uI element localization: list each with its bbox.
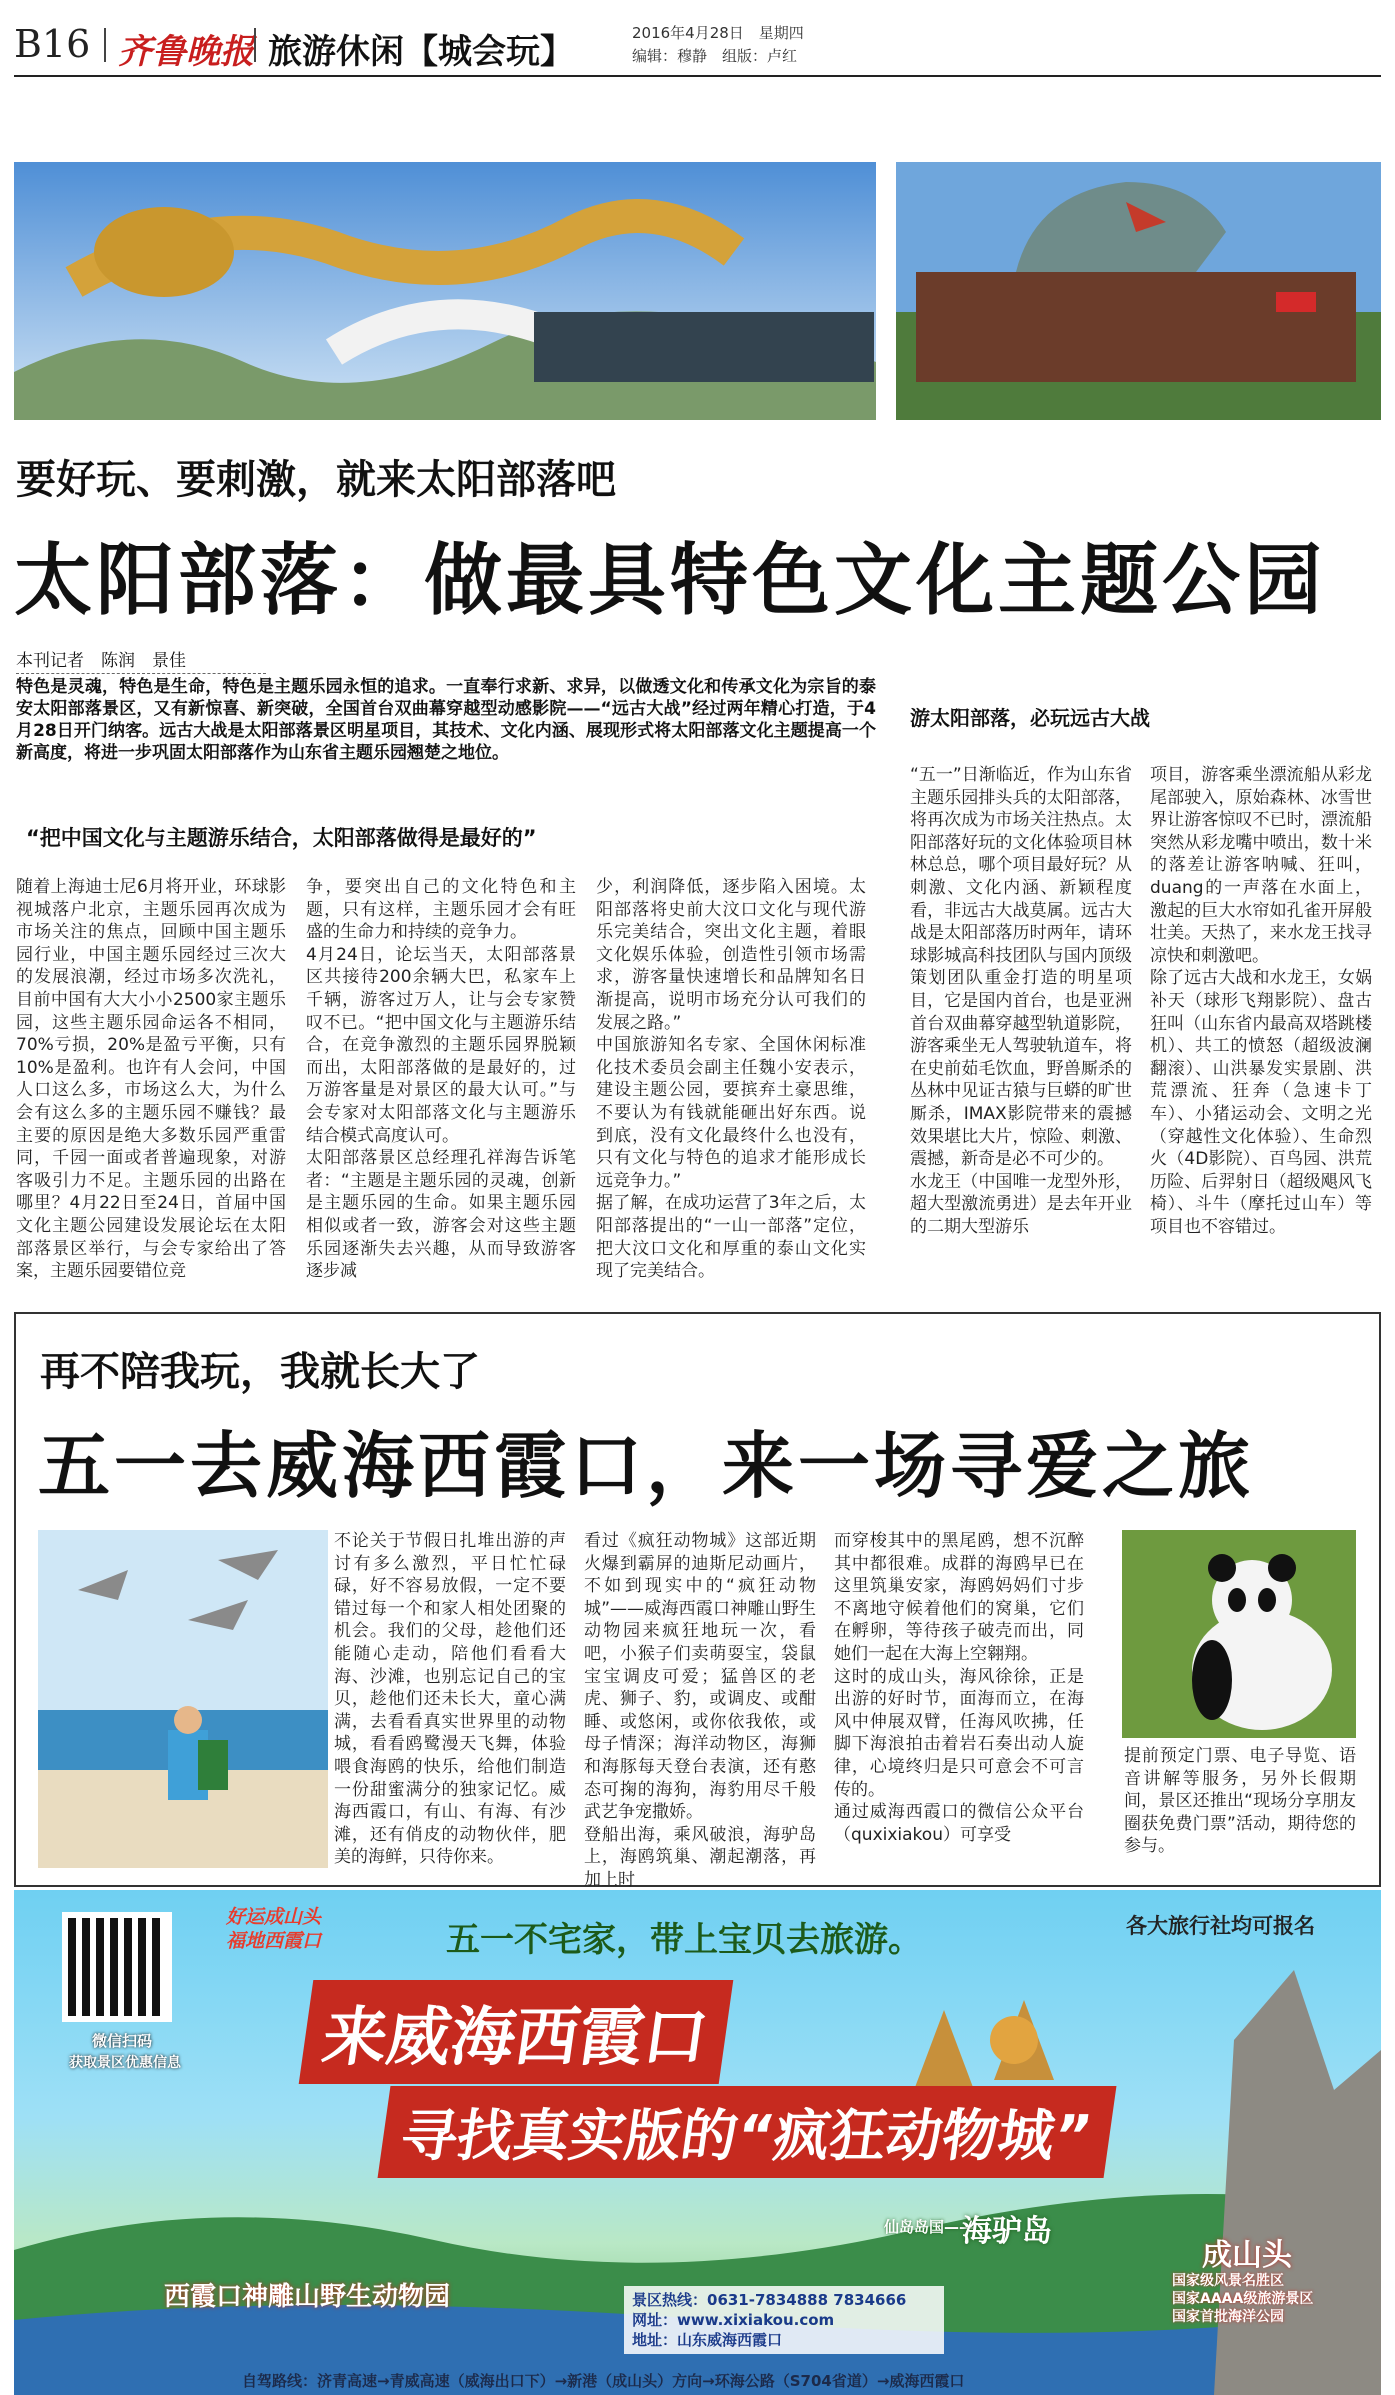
xixiakou-advertisement	[14, 1890, 1381, 2395]
article1-lead: 特色是灵魂，特色是生命，特色是主题乐园永恒的追求。一直奉行求新、求异，以做透文化和传承文化为宗旨的泰安太阳部落景区，又有新惊喜、新突破，全国首台双曲幕穿越型动感影院——“远古大战”经过两年精心打造，于4月28日开门纳客。远古大战是太阳部落景区明星项目，其技术、文化内涵、展现形式将太阳部落文化主题提高一个新高度，将进一步巩固太阳部落作为山东省主题乐园翘楚之地位。	[16, 677, 876, 763]
article1-column: 争，要突出自己的文化特色和主题，只有这样，主题乐园才会有旺盛的生命力和持续的竞争力。 4月24日，论坛当天，太阳部落景区共接待200余辆大巴，私家车上千辆，游客过万人，让与会专家赞叹不已。“把中国文化与主题游乐结合，在竞争激烈的主题乐园界脱颖而出，太阳部落做的是最好的，过万游客量是对景区的最大认可。”与会专家对太阳部落文化与主题游乐结合模式高度认可。 太阳部落景区总经理孔祥海告诉笔者：“主题是主题乐园的灵魂，创新是主题乐园的生命。如果主题乐园相似或者一致，游客会对这些主题乐园逐渐失去兴趣，从而导致游客逐步减	[306, 877, 576, 1282]
qr-caption: 微信扫码	[91, 2032, 152, 2050]
article1-pull-quote: “把中国文化与主题游乐结合，太阳部落做得是最好的”	[26, 826, 537, 850]
article1-column: 随着上海迪士尼6月将开业，环球影视城落户北京，主题乐园再次成为市场关注的焦点，回顾中国主题乐园行业，中国主题乐园经过三次大的发展浪潮，经过市场多次洗礼，目前中国有大大小小2500家主题乐园，这些主题乐园命运各不相同，70%亏损，20%是盈亏平衡，只有10%是盈利。也许有人会问，中国人口这么多，市场这么大，为什么会有这么多的主题乐园不赚钱？最主要的原因是绝大多数乐园严重雷同，千园一面或者普遍现象，对游客吸引力不足。主题乐园的出路在哪里？4月22日至24日，首届中国文化主题公园建设发展论坛在太阳部落景区举行，与会专家给出了答案，主题乐园要错位竞	[16, 877, 286, 1282]
seagull-beach-photo	[38, 1530, 328, 1868]
island-name: 海驴岛	[962, 2214, 1052, 2249]
park-name: 西霞口神雕山野生动物园	[164, 2282, 451, 2312]
issue-meta	[632, 22, 804, 68]
article1-column: 项目，游客乘坐漂流船从彩龙尾部驶入，原始森林、冰雪世界让游客惊叹不已时，漂流船突然从彩龙嘴中喷出，数十米的落差让游客呐喊、狂叫，duang的一声落在水面上，激起的巨大水帘如孔雀开屏般壮美。天热了，来水龙王找寻凉快和刺激吧。 除了远古大战和水龙王，女娲补天（球形飞翔影院）、盘古狂叫（山东省内最高双塔跳楼机）、共工的愤怒（超级波澜翻滚）、山洪暴发实景剧、洪荒漂流、狂奔（急速卡丁车）、小猪运动会、文明之光（穿越性文化体验）、生命烈火（4D影院）、百鸟园、洪荒历险、后羿射日（超级飓风飞椅）、斗牛（摩托过山车）等项目也不容错过。	[1150, 765, 1372, 1237]
article1-column: “五一”日渐临近，作为山东省主题乐园排头兵的太阳部落，将再次成为市场关注热点。太阳部落好玩的文化体验项目林林总总，哪个项目最好玩？从刺激、文化内涵、新颖程度看，非远古大战莫属。远古大战是太阳部落历时两年，请环球影城高科技团队与国内顶级策划团队重金打造的明星项目，它是国内首台，也是亚洲首台双曲幕穿越型轨道影院，游客乘坐无人驾驶轨道车，将在史前茹毛饮血，野兽厮杀的丛林中见证古猿与巨蟒的旷世厮杀，IMAX影院带来的震撼效果堪比大片，惊险、刺激、震撼，新奇是必不可少的。 水龙王（中国唯一龙型外形，超大型激流勇进）是去年开业的二期大型游乐	[910, 765, 1132, 1237]
island-prefix: 仙岛岛国——	[884, 2218, 975, 2236]
ad-agencies: 各大旅行社均可报名	[1126, 1914, 1315, 1938]
cape-credential: 国家首批海洋公园	[1172, 2309, 1284, 2325]
article1-title: 太阳部落：做最具特色文化主题公园	[14, 536, 1327, 626]
article1-deck: 要好玩、要刺激，就来太阳部落吧	[16, 457, 616, 503]
ad-headline: 寻找真实版的“疯狂动物城”	[378, 2086, 1117, 2178]
article1-column: 少，利润降低，逐步陷入困境。太阳部落将史前大汶口文化与现代游乐完美结合，突出文化主题，着眼文化娱乐体验，创造性引领市场需求，游客量快速增长和品牌知名日渐提高，说明市场充分认可我们的发展之路。” 中国旅游知名专家、全国休闲标准化技术委员会副主任魏小安表示，建设主题公园，要摈弃土豪思维，不要认为有钱就能砸出好东西。说到底，没有文化最终什么也没有，只有文化与特色的追求才能形成长远竞争力。” 据了解，在成功运营了3年之后，太阳部落提出的“一山一部落”定位，把大汶口文化和厚重的泰山文化实现了完美结合。	[596, 877, 866, 1282]
qr-code[interactable]	[62, 1912, 172, 2022]
ad-headline: 来威海西霞口	[299, 1980, 734, 2084]
article2-column: 提前预定门票、电子导览、语音讲解等服务，另外长假期间，景区还推出“现场分享朋友圈获免费门票”活动，期待您的参与。	[1124, 1746, 1356, 1857]
panda-photo	[1122, 1530, 1356, 1738]
cape-credential: 国家AAAA级旅游景区	[1172, 2291, 1314, 2307]
article1-subhead: 游太阳部落，必玩远古大战	[910, 706, 1150, 730]
cape-credential: 国家级风景名胜区	[1172, 2273, 1284, 2289]
cape-name: 成山头	[1202, 2238, 1292, 2273]
qr-caption: 获取景区优惠信息	[69, 2055, 181, 2071]
article2-column: 看过《疯狂动物城》这部近期火爆到霸屏的迪斯尼动画片，不如到现实中的“疯狂动物城”——威海西霞口神雕山野生动物园来疯狂地玩一次，看吧，小猴子们卖萌耍宝，袋鼠宝宝调皮可爱；猛兽区的老虎、狮子、豹，或调皮、或酣睡、或悠闲，或你依我侬，或母子情深；海洋动物区，海狮和海豚每天登台表演，还有憨态可掬的海狗，海豹用尽千般武艺争宠撒娇。 登船出海，乘风破浪，海驴岛上，海鸥筑巢、潮起潮落，再加上时	[584, 1531, 816, 1890]
article2-column: 而穿梭其中的黑尾鸥，想不沉醉其中都很难。成群的海鸥早已在这里筑巢安家，海鸥妈妈们寸步不离地守候着他们的窝巢，它们在孵卵，等待孩子破壳而出，同她们一起在大海上空翱翔。 这时的成山头，海风徐徐，正是出游的好时节，面海而立，在海风中伸展双臂，任海风吹拂，任脚下海浪拍击着岩石奏出动人旋律，心境终归是只可意会不可言传的。 通过威海西霞口的微信公众平台（quxixiakou）可享受	[834, 1531, 1084, 1845]
header-divider	[254, 28, 256, 62]
dinosaur-building-photo	[896, 162, 1381, 420]
newspaper-logo: 齐鲁晚报	[118, 32, 254, 72]
cape-credentials	[1172, 2272, 1313, 2326]
article1-byline: 本刊记者 陈润 景佳	[16, 646, 266, 674]
ad-hotline: 景区热线：0631-7834888 7834666	[632, 2291, 907, 2309]
dragon-ride-photo	[14, 162, 876, 420]
issue-date: 2016年4月28日 星期四	[632, 24, 804, 42]
ad-address: 地址：山东威海西霞口	[632, 2331, 783, 2349]
driving-route: 自驾路线：济青高速→青威高速（威海出口下）→新港（成山头）方向→环海公路（S704省道）→威海西霞口	[242, 2372, 965, 2390]
page-number: B16	[14, 22, 91, 66]
ad-tag: 福地西霞口	[226, 1930, 322, 1952]
article2-title: 五一去威海西霞口，来一场寻爱之旅	[38, 1424, 1255, 1508]
ad-slogan: 五一不宅家，带上宝贝去旅游。	[446, 1920, 922, 1960]
editor-credit: 编辑：穆静 组版：卢红	[632, 47, 798, 65]
masthead-rule	[14, 75, 1381, 77]
header-divider	[104, 28, 106, 62]
ad-contact-panel	[624, 2286, 944, 2354]
ad-tag: 好运成山头	[226, 1906, 322, 1928]
article2-deck: 再不陪我玩，我就长大了	[40, 1349, 480, 1395]
article2-column: 不论关于节假日扎堆出游的声讨有多么激烈，平日忙忙碌碌，好不容易放假，一定不要错过每一个和家人相处团聚的机会。我们的父母，趁他们还能随心走动，陪他们看看大海、沙滩，也别忘记自己的宝贝，趁他们还未长大，童心满满，去看看真实世界里的动物城，看看鸥鹭漫天飞舞，体验喂食海鸥的快乐，给他们制造一份甜蜜满分的独家记忆。威海西霞口，有山、有海、有沙滩，还有俏皮的动物伙伴，肥美的海鲜，只待你来。	[334, 1531, 566, 1868]
ad-website[interactable]: 网址：www.xixiakou.com	[632, 2311, 835, 2329]
section-title: 旅游休闲【城会玩】	[268, 32, 574, 72]
